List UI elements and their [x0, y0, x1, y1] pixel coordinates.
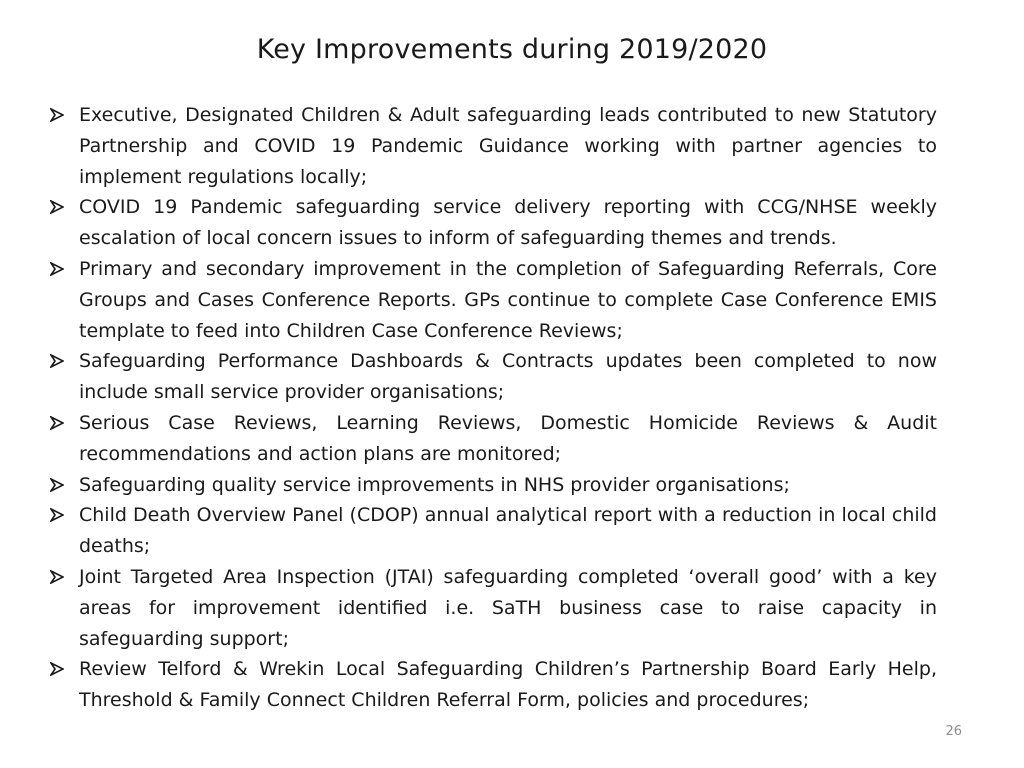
arrow-bullet-icon: [50, 200, 64, 214]
list-item: [48, 100, 937, 192]
arrow-bullet-icon: [50, 354, 64, 368]
slide-title: Key Improvements during 2019/2020: [256, 34, 768, 65]
arrow-bullet-icon: [50, 508, 64, 522]
list-item: [48, 500, 937, 562]
bullet-text: Safeguarding quality service improvements in NHS provider organisations;: [79, 473, 790, 496]
bullet-text: Serious Case Reviews, Learning Reviews, Domestic Homicide Reviews & Audit recommendations and action plans are monitored;: [79, 411, 937, 465]
list-item: [48, 562, 937, 654]
list-item: [48, 408, 937, 470]
list-item: [48, 470, 937, 501]
bullet-text: Joint Targeted Area Inspection (JTAI) safeguarding completed ‘overall good’ with a key areas for improvement identified i.e. SaTH business case to raise capacity in safeguarding support;: [79, 565, 937, 650]
page-number: 26: [945, 724, 962, 739]
bullet-text: Safeguarding Performance Dashboards & Contracts updates been completed to now include small service provider organisations;: [79, 350, 937, 404]
list-item: [48, 192, 937, 254]
bullet-text: Primary and secondary improvement in the completion of Safeguarding Referrals, Core Groups and Cases Conference Reports. GPs continue to complete Case Conference EMIS template to feed into Children Case Conference Reviews;: [79, 257, 937, 342]
arrow-bullet-icon: [50, 662, 64, 676]
arrow-bullet-icon: [50, 262, 64, 276]
bullet-text: COVID 19 Pandemic safeguarding service delivery reporting with CCG/NHSE weekly escalation of local concern issues to inform of safeguarding themes and trends.: [79, 196, 937, 250]
list-item: [48, 654, 937, 716]
arrow-bullet-icon: [50, 478, 64, 492]
list-item: [48, 254, 937, 346]
bullet-text: Child Death Overview Panel (CDOP) annual analytical report with a reduction in local child deaths;: [79, 504, 937, 558]
bullet-text: Executive, Designated Children & Adult safeguarding leads contributed to new Statutory Partnership and COVID 19 Pandemic Guidance working with partner agencies to implement regulations locally;: [79, 104, 937, 188]
bullet-text: Review Telford & Wrekin Local Safeguarding Children’s Partnership Board Early Help, Threshold & Family Connect Children Referral Form, policies and procedures;: [79, 658, 937, 712]
bullet-list: [48, 100, 937, 716]
list-item: [48, 346, 937, 408]
arrow-bullet-icon: [50, 416, 64, 430]
arrow-bullet-icon: [50, 570, 64, 584]
arrow-bullet-icon: [50, 108, 64, 122]
